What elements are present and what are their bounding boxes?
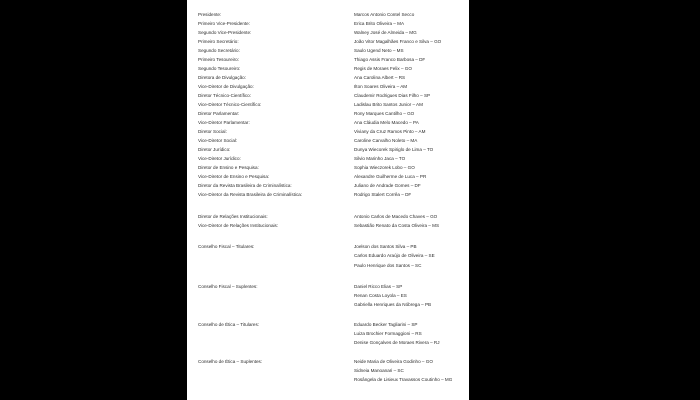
member-name: Viviany da Cruz Ramos Pinto – AM	[354, 129, 426, 134]
roster-row	[187, 212, 469, 221]
roster-row	[187, 10, 469, 19]
roster-row	[187, 163, 469, 172]
member-name: Sebastião Renato da Costa Oliveira – MS	[354, 223, 440, 228]
roster-row	[187, 127, 469, 136]
member-name: Ilton Soares Oliveira – AM	[354, 84, 408, 89]
member-name: João Vitor Magalhães Franco e Silva – GO	[354, 39, 442, 44]
document-page	[187, 0, 469, 400]
roster-row	[187, 366, 469, 375]
member-name: Gabriella Henriques da Nóbrega – PB	[354, 302, 432, 307]
role-label: Conselho Fiscal – Titulares:	[198, 244, 255, 249]
member-name: Caroline Carvalho Noleto – MA	[354, 138, 418, 143]
member-name: Renan Costa Loyola – ES	[354, 293, 407, 298]
member-name: Ana Cláudia Melo Macedo – PA	[354, 120, 419, 125]
role-label: Presidente:	[198, 12, 222, 17]
role-label: Primeiro Tesoureiro:	[198, 57, 240, 62]
roster-row	[187, 154, 469, 163]
roster-row	[187, 261, 469, 270]
roster-row	[187, 46, 469, 55]
member-name: Ladislau Brito Santos Junior – AM	[354, 102, 423, 107]
member-name: Walney José de Almeida – MG	[354, 30, 417, 35]
role-label: Vice-Diretor Social:	[198, 138, 238, 143]
role-label: Diretor Técnico-Científico:	[198, 93, 252, 98]
role-label: Vice-Diretor Parlamentar:	[198, 120, 250, 125]
role-label: Vice-Diretor de Relações Institucionais:	[198, 223, 279, 228]
roster-row	[187, 82, 469, 91]
role-label: Diretor Jurídico:	[198, 147, 231, 152]
roster-row	[187, 145, 469, 154]
roster-row	[187, 320, 469, 329]
role-label: Segundo Tesoureiro:	[198, 66, 241, 71]
roster-row	[187, 357, 469, 366]
roster-row	[187, 136, 469, 145]
roster-row	[187, 300, 469, 309]
member-name: Marcos Antonio Contel Secco	[354, 12, 415, 17]
role-label: Primeiro Secretário:	[198, 39, 239, 44]
role-label: Vice-Diretor Jurídico:	[198, 156, 241, 161]
member-name: Alexandre Guilherme de Luca – PR	[354, 174, 427, 179]
member-name: Thiago Assis Franco Barbosa – DF	[354, 57, 426, 62]
member-name: Juliano de Andrade Gomes – DF	[354, 183, 421, 188]
role-label: Conselho Fiscal – Suplentes:	[198, 284, 258, 289]
member-name: Denise Gonçalves de Moraes Rivera – RJ	[354, 340, 440, 345]
member-name: Claudemir Rodrigues Dias Filho – SP	[354, 93, 431, 98]
member-name: Eduardo Becker Tagliarini – SP	[354, 322, 418, 327]
roster-row	[187, 181, 469, 190]
member-name: Ana Carolina Albert – RS	[354, 75, 406, 80]
member-name: Neide Maria de Oliveira Godinho – GO	[354, 359, 433, 364]
member-name: Saulo Ugend Neto – MS	[354, 48, 404, 53]
member-name: Rodrigo Stalert Corrêa – DF	[354, 192, 412, 197]
role-label: Vice-Diretor de Divulgação:	[198, 84, 254, 89]
member-name: Regis de Moraes Felix – GO	[354, 66, 412, 71]
roster-row	[187, 55, 469, 64]
role-label: Diretor Parlamentar:	[198, 111, 240, 116]
roster-row	[187, 118, 469, 127]
role-label: Conselho de Ética – Titulares:	[198, 322, 260, 327]
roster-row	[187, 100, 469, 109]
roster-row	[187, 338, 469, 347]
role-label: Vice-Diretor Técnico-Científico:	[198, 102, 262, 107]
roster-row	[187, 19, 469, 28]
roster-row	[187, 291, 469, 300]
role-label: Diretora de Divulgação:	[198, 75, 247, 80]
roster-row	[187, 73, 469, 82]
roster-row	[187, 172, 469, 181]
member-name: Paulo Henrique dos Santos – SC	[354, 263, 422, 268]
roster-row	[187, 109, 469, 118]
role-label: Vice-Diretor de Ensino e Pesquisa:	[198, 174, 270, 179]
roster-row	[187, 251, 469, 260]
member-name: Rony Marques Cantilho – GO	[354, 111, 415, 116]
roster-row	[187, 282, 469, 291]
member-name: Luiza Brochier Formaggioni – RS	[354, 331, 422, 336]
role-label: Diretor de Ensino e Pesquisa:	[198, 165, 259, 170]
roster-row	[187, 329, 469, 338]
role-label: Diretor Social:	[198, 129, 227, 134]
member-name: Sophia Wieczorek Lobo – GO	[354, 165, 415, 170]
roster-row	[187, 91, 469, 100]
role-label: Diretor de Relações Institucionais:	[198, 214, 268, 219]
role-label: Vice-Diretor da Revista Brasileira de Criminalística:	[198, 192, 303, 197]
member-name: Sidneia Manoanari – SC	[354, 368, 404, 373]
roster-row	[187, 64, 469, 73]
member-name: Erica Brito Oliveira – MA	[354, 21, 405, 26]
role-label: Conselho de Ética – Suplentes:	[198, 359, 263, 364]
role-label: Segundo Vice-Presidente:	[198, 30, 252, 35]
roster-row	[187, 28, 469, 37]
roster-row	[187, 190, 469, 199]
role-label: Segundo Secretário:	[198, 48, 240, 53]
member-name: Joelson dos Santos Silva – PB	[354, 244, 417, 249]
roster-row	[187, 375, 469, 384]
role-label: Diretor da Revista Brasileira de Criminalística:	[198, 183, 292, 188]
member-name: Carlos Eduardo Araújo de Oliveira – SE	[354, 253, 435, 258]
member-name: Dunya Wiecorek Spiriglo de Lima – TO	[354, 147, 434, 152]
roster-row	[187, 37, 469, 46]
member-name: Silvio Marinho Jaca – TO	[354, 156, 406, 161]
member-name: Daniel Ricco Elias – SP	[354, 284, 403, 289]
roster-row	[187, 242, 469, 251]
member-name: Rosângela de Lisieux Travassos Coutinho – MG	[354, 377, 453, 382]
role-label: Primeiro Vice-Presidente:	[198, 21, 250, 26]
member-name: Antonio Carlos de Macedo Chaves – GO	[354, 214, 438, 219]
roster-row	[187, 221, 469, 230]
